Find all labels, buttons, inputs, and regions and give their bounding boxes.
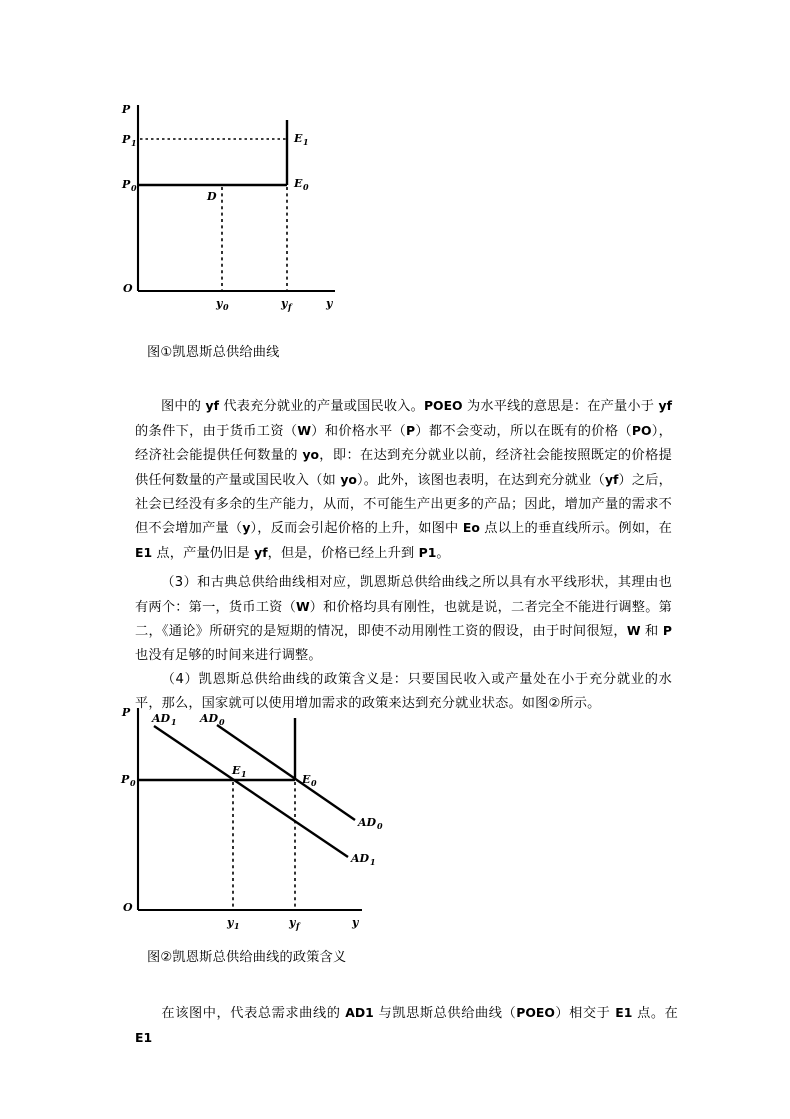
- label-yf-sub: f: [288, 302, 292, 312]
- figure-two-caption: 图②凯恩斯总供给曲线的政策含义: [147, 950, 347, 965]
- label-e0-sub: 0: [303, 182, 309, 192]
- p1-l: PO: [631, 422, 652, 438]
- p1-s: ）之后，社会已经没有多余的生产能力，从而，不可能生产出更多的产品；因此，增加产量的需求不但不会增加产量（: [135, 472, 673, 537]
- p4-d: POEO: [516, 1005, 555, 1021]
- label-ad0-top: AD: [200, 712, 219, 725]
- p4-b: AD1: [345, 1005, 374, 1021]
- label-y0-sub: 0: [223, 302, 229, 312]
- p4-a: 在该图中，代表总需求曲线的: [161, 1006, 346, 1022]
- label-y1: y: [227, 916, 234, 929]
- figure-policy-implication: [110, 700, 395, 940]
- label-e0: E: [294, 177, 303, 190]
- p2-f: P: [662, 623, 672, 639]
- figure-two-svg: [110, 700, 395, 940]
- p2-c: ）和价格均具有刚性，也就是说，二者完全不能进行调整。第二，《通论》所研究的是短期的情况，即使不动用刚性工资的假设，由于时间很短，: [135, 599, 672, 640]
- p2-d: W: [626, 623, 641, 639]
- p1-i: ）和价格水平（: [311, 423, 407, 439]
- p4-f: E1: [615, 1005, 633, 1021]
- p1-w: 点以上的垂直线所示。例如，在: [479, 521, 672, 537]
- p1-ac: 。: [436, 545, 450, 561]
- label-p1: P: [122, 133, 131, 146]
- label-yf-sub: f: [296, 921, 300, 931]
- label-ad1-end-sub: 1: [370, 857, 376, 867]
- label-y0: y: [216, 297, 223, 310]
- p4-h: E1: [135, 1029, 153, 1045]
- paragraph-figure-one-explanation: [135, 394, 672, 565]
- label-yf: y: [281, 297, 288, 310]
- p1-k: ）都不会变动，所以在既有的价格（: [415, 423, 632, 439]
- label-e1: E: [294, 132, 303, 145]
- label-ad1-end: AD: [351, 852, 370, 865]
- p1-o: ，即：在达到充分就业以前，经济社会能按照既定的价格提供任何数量的产量或国民收入（如: [135, 448, 672, 488]
- ad1-curve: [154, 726, 348, 857]
- label-ad1-top: AD: [152, 712, 171, 725]
- p1-g: 的条件下，由于货币工资（: [135, 423, 298, 439]
- p1-aa: ，但是，价格已经上升到: [267, 545, 419, 561]
- label-ad1-top-sub: 1: [171, 717, 177, 727]
- label-yf: y: [289, 916, 296, 929]
- axis-label-y: y: [352, 916, 359, 929]
- label-ad0-end-sub: 0: [377, 821, 383, 831]
- p1-v: Eo: [462, 520, 480, 536]
- axis-label-p: P: [121, 103, 131, 116]
- p1-y: 点，产量仍旧是: [152, 545, 255, 561]
- label-origin: O: [123, 901, 133, 914]
- label-y1-sub: 1: [234, 921, 240, 931]
- p1-c: 代表充分就业的产量或国民收入。: [219, 399, 424, 415]
- p1-a: 图中的: [161, 399, 206, 415]
- label-ad0-end: AD: [358, 816, 377, 829]
- p2-g: 也没有足够的时间来进行调整。: [135, 647, 322, 663]
- label-p1-sub: 1: [131, 138, 137, 148]
- label-p0: P: [122, 178, 131, 191]
- p1-h: W: [297, 422, 312, 438]
- label-d: D: [207, 190, 217, 203]
- label-origin: O: [123, 282, 133, 295]
- p1-j: P: [406, 422, 416, 438]
- p1-b: yf: [205, 398, 219, 414]
- p4-c: 与凯思斯总供给曲线（: [373, 1006, 517, 1022]
- p2-a: （3）和古典总供给曲线相对应，凯恩斯总供给曲线之所以具有水平线形状，其理由也有两个：第一，货币工资（: [135, 575, 672, 615]
- figure-one-caption: 图①凯恩斯总供给曲线: [147, 345, 280, 360]
- figure-one-svg: [110, 95, 360, 320]
- p1-q: ）。此外，该图也表明，在达到充分就业（: [356, 472, 605, 488]
- paragraph-reasons: [135, 571, 672, 667]
- label-e0: E: [302, 773, 311, 786]
- figure-keynesian-as-curve: [110, 95, 360, 320]
- p1-n: yo: [302, 447, 320, 463]
- p1-m: ），经济社会能提供任何数量的: [135, 423, 672, 464]
- label-p0: P: [121, 773, 130, 786]
- p1-f: yf: [658, 398, 672, 414]
- p2-b: W: [296, 598, 310, 614]
- p1-ab: P1: [418, 544, 437, 560]
- p2-e: 和: [640, 624, 663, 640]
- p1-u: ），反而会引起价格的上升，如图中: [250, 521, 463, 537]
- p1-z: yf: [254, 544, 268, 560]
- label-e1-sub: 1: [303, 137, 309, 147]
- p4-e: ）相交于: [554, 1006, 616, 1022]
- label-e0-sub: 0: [311, 778, 317, 788]
- paragraph-figure-two-explanation: [135, 1001, 678, 1050]
- p1-d: POEO: [423, 398, 463, 414]
- axis-label-p: P: [121, 706, 131, 719]
- label-ad0-top-sub: 0: [219, 717, 225, 727]
- label-p0-sub: 0: [130, 778, 136, 788]
- p1-x: E1: [135, 544, 153, 560]
- p1-p: yo: [340, 471, 357, 487]
- p1-r: yf: [604, 471, 619, 487]
- axis-label-y: y: [326, 297, 333, 310]
- p4-g: 点。在: [632, 1006, 678, 1022]
- p1-t: y: [242, 520, 251, 536]
- label-e1-sub: 1: [241, 769, 247, 779]
- p1-e: 为水平线的意思是：在产量小于: [462, 399, 659, 415]
- p3-a: （4）凯恩斯总供给曲线的政策含义是：只要国民收入或产量处在小于充分就业的水平，那么，国家就可以使用增加需求的政策来达到充分就业状态。如图②所示。: [135, 672, 672, 711]
- label-e1: E: [232, 764, 241, 777]
- label-p0-sub: 0: [131, 183, 137, 193]
